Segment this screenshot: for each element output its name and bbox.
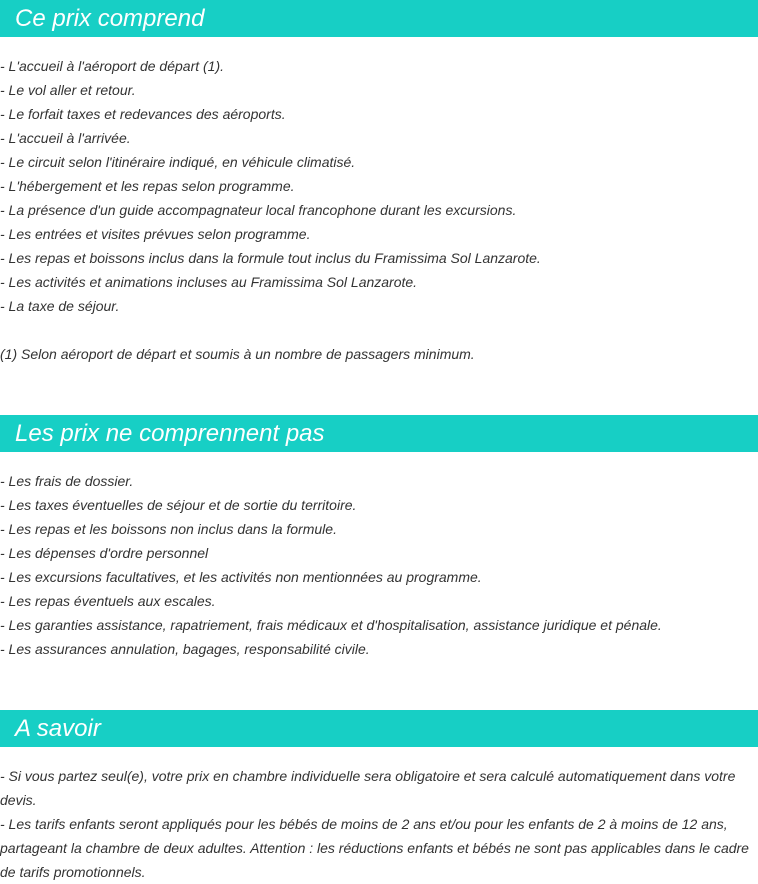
list-item: - L'hébergement et les repas selon programme.	[0, 178, 295, 194]
excluded-list	[0, 469, 758, 661]
info-paragraph: - Si vous partez seul(e), votre prix en chambre individuelle sera obligatoire et sera calculé automatiquement dans votre devis.	[0, 768, 736, 808]
footnote: (1) Selon aéroport de départ et soumis à un nombre de passagers minimum.	[0, 346, 475, 362]
list-item: - Les repas et boissons inclus dans la formule tout inclus du Framissima Sol Lanzarote.	[0, 250, 541, 266]
list-item: - Les repas éventuels aux escales.	[0, 593, 216, 609]
list-item: - Le circuit selon l'itinéraire indiqué, en véhicule climatisé.	[0, 154, 356, 170]
a-savoir-body	[0, 764, 752, 884]
list-item: - Le vol aller et retour.	[0, 82, 136, 98]
list-item: - La taxe de séjour.	[0, 298, 120, 314]
included-list	[0, 54, 758, 318]
info-paragraph: - Les tarifs enfants seront appliqués pour les bébés de moins de 2 ans et/ou pour les enfants de 2 à moins de 12 ans, partageant la chambre de deux adultes. Attention : les réductions enfants et bébés ne sont pas applicables dans le cadre de tarifs promotionnels.	[0, 816, 749, 880]
list-item: - L'accueil à l'arrivée.	[0, 130, 131, 146]
list-item: - Le forfait taxes et redevances des aéroports.	[0, 106, 286, 122]
list-item: - La présence d'un guide accompagnateur local francophone durant les excursions.	[0, 202, 517, 218]
list-item: - Les repas et les boissons non inclus dans la formule.	[0, 521, 337, 537]
list-item: - Les activités et animations incluses au Framissima Sol Lanzarote.	[0, 274, 418, 290]
list-item: - Les entrées et visites prévues selon programme.	[0, 226, 311, 242]
section-title-prix-ne-comprennent-pas: Les prix ne comprennent pas	[0, 415, 758, 452]
section-title-ce-prix-comprend: Ce prix comprend	[0, 0, 758, 37]
list-item: - Les garanties assistance, rapatriement, frais médicaux et d'hospitalisation, assistance juridique et pénale.	[0, 617, 662, 633]
list-item: - Les taxes éventuelles de séjour et de sortie du territoire.	[0, 497, 357, 513]
list-item: - Les assurances annulation, bagages, responsabilité civile.	[0, 641, 370, 657]
list-item: - L'accueil à l'aéroport de départ (1).	[0, 58, 225, 74]
list-item: - Les frais de dossier.	[0, 473, 134, 489]
section-title-a-savoir: A savoir	[0, 710, 758, 747]
list-item: - Les dépenses d'ordre personnel	[0, 545, 209, 561]
list-item: - Les excursions facultatives, et les activités non mentionnées au programme.	[0, 569, 482, 585]
